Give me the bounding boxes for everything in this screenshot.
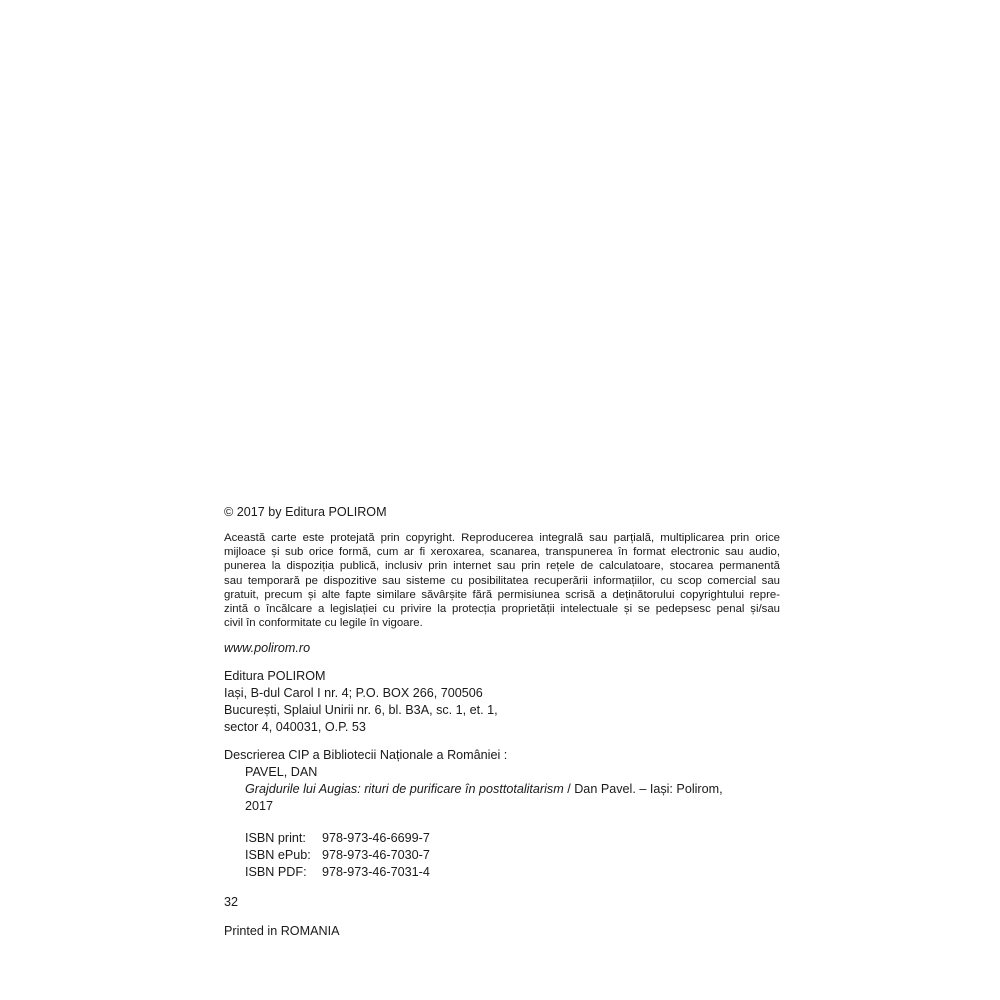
legal-notice (224, 531, 780, 630)
isbn-value: 978-973-46-7031-4 (322, 865, 430, 880)
legal-line: gratuit, precum și alte fapte similare săvârșite fără permisiunea scrisă a deținătorului copyrightului repre- (224, 588, 780, 601)
isbn-label: ISBN PDF: (245, 865, 307, 880)
isbn-label: ISBN print: (245, 831, 306, 846)
publisher-address (224, 668, 780, 736)
classification-number: 32 (224, 895, 239, 910)
address-bucuresti: București, Splaiul Unirii nr. 6, bl. B3A, sc. 1, et. 1, (224, 703, 498, 718)
copyright-notice: © 2017 by Editura POLIROM (224, 505, 387, 519)
cip-year: 2017 (245, 799, 274, 814)
legal-line: civil în conformitate cu legile în vigoare. (224, 617, 423, 630)
isbn-row (245, 847, 780, 864)
isbn-row (245, 864, 780, 881)
cip-title-line (245, 781, 780, 798)
isbn-row (245, 830, 780, 847)
isbn-value: 978-973-46-7030-7 (322, 848, 430, 863)
legal-line: mijloace și sub orice formă, cum ar fi xeroxarea, scanarea, transpunerea în format electronic sau audio, (224, 546, 780, 559)
isbn-list (224, 830, 780, 881)
book-title: Grajdurile lui Augias: rituri de purificare în posttotalitarism (245, 782, 564, 797)
legal-line: zintă o încălcare a legislației cu privire la protecția proprietății intelectuale și se pedepsesc penal și/sau (224, 603, 780, 616)
printed-in: Printed in ROMANIA (224, 924, 340, 939)
isbn-label: ISBN ePub: (245, 848, 311, 863)
legal-line: Această carte este protejată prin copyright. Reproducerea integrală sau parțială, multiplicarea prin orice (224, 532, 780, 544)
legal-line: sau temporară pe dispozitive sau sisteme cu posibilitatea recuperării informațiilor, cu scop comercial sau (224, 574, 780, 587)
website-link[interactable]: www.polirom.ro (224, 641, 311, 656)
copyright-page (224, 504, 780, 940)
address-sector: sector 4, 040031, O.P. 53 (224, 720, 366, 735)
cip-heading: Descrierea CIP a Bibliotecii Naționale a României : (224, 748, 508, 763)
legal-line: punerea la dispoziția publică, inclusiv prin internet sau prin rețele de calculatoare, stocarea permanentă (224, 560, 780, 573)
cip-responsibility: / Dan Pavel. – Iași: Polirom, (563, 782, 723, 797)
address-iasi: Iași, B-dul Carol I nr. 4; P.O. BOX 266, 700506 (224, 686, 483, 701)
cip-author: PAVEL, DAN (245, 765, 318, 780)
publisher-name: Editura POLIROM (224, 669, 326, 684)
cip-description (224, 764, 780, 815)
isbn-value: 978-973-46-6699-7 (322, 831, 430, 846)
